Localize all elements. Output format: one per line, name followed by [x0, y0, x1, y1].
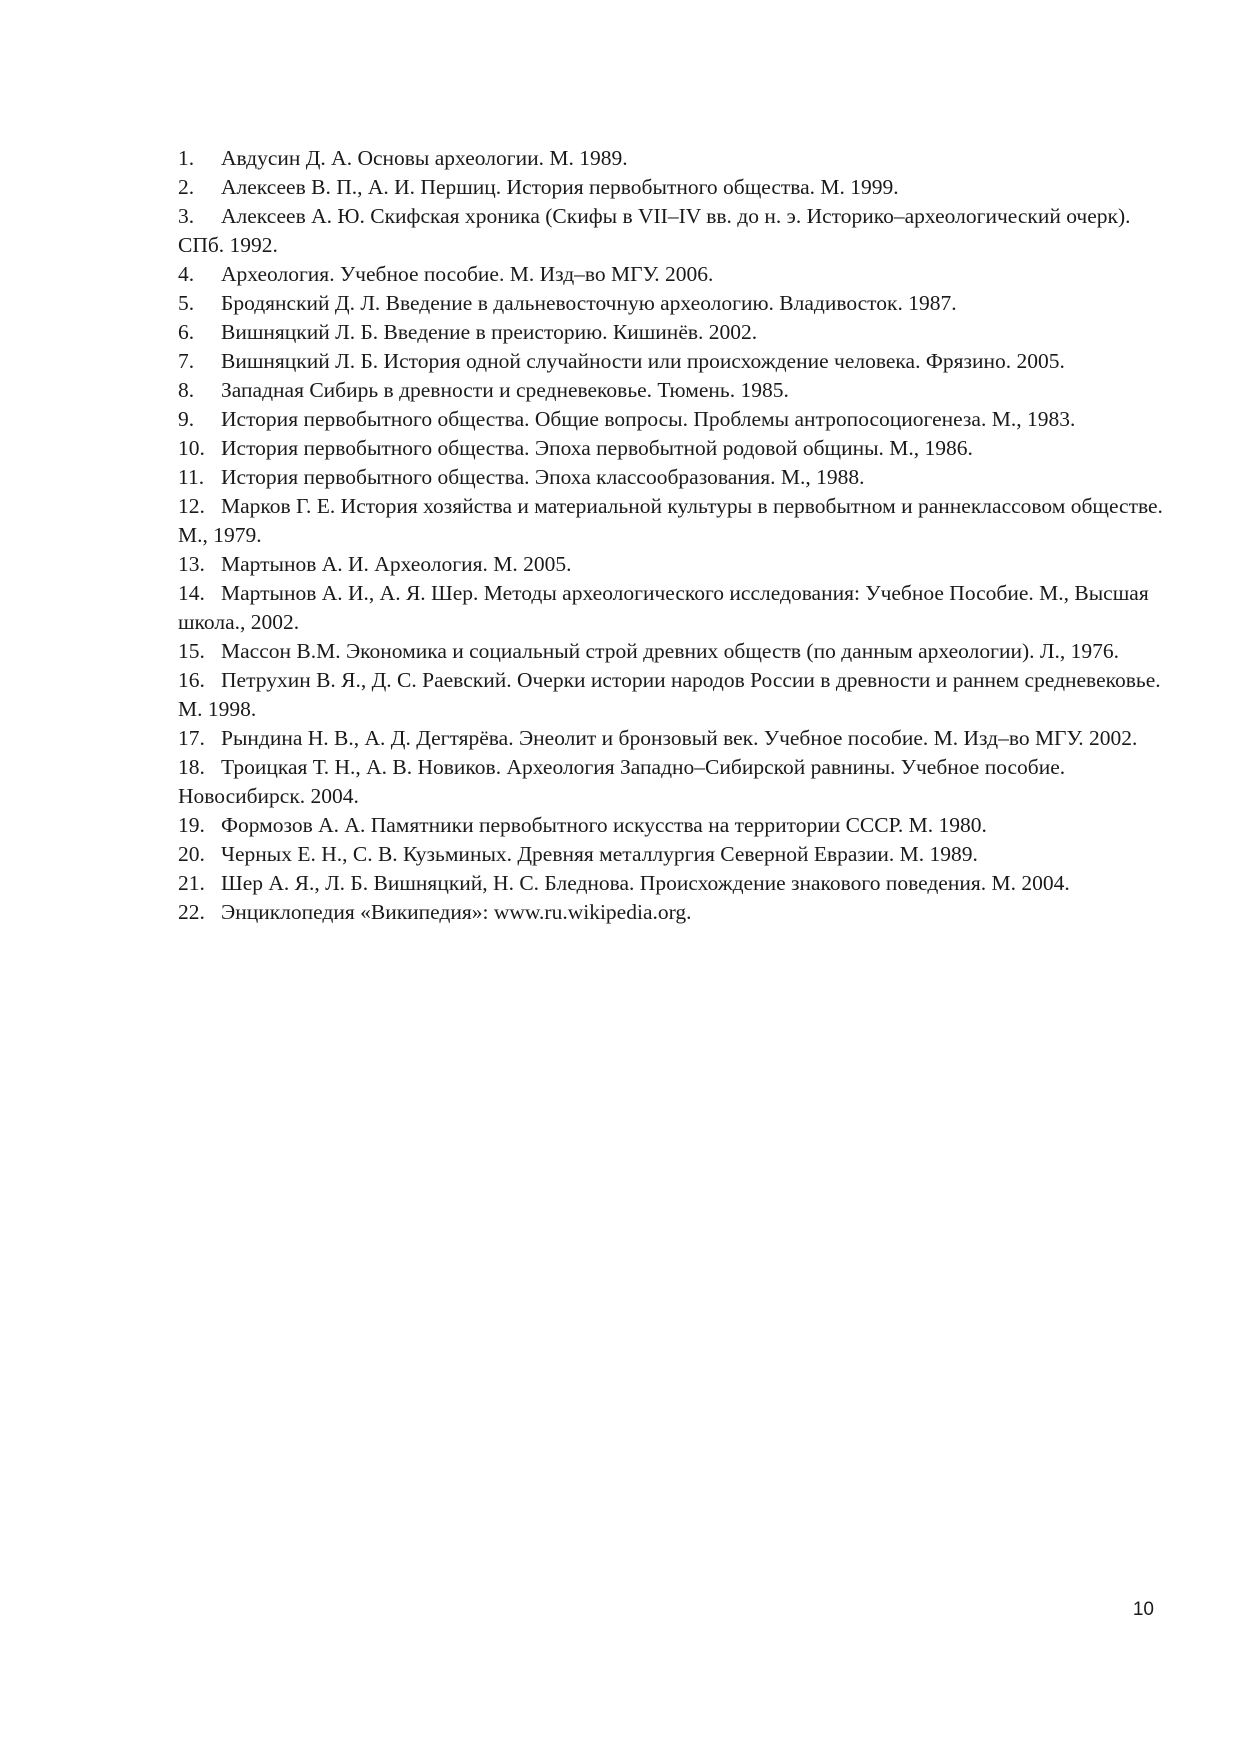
- reference-number: 4.: [178, 262, 195, 286]
- reference-item: [178, 753, 1178, 811]
- reference-text: Авдусин Д. А. Основы археологии. М. 1989.: [221, 146, 628, 170]
- reference-item: [178, 289, 1178, 318]
- reference-number: 14.: [178, 581, 205, 605]
- reference-text: Троицкая Т. Н., А. В. Новиков. Археология Западно–Сибирской равнины. Учебное пособие. Новосибирск. 2004.: [178, 755, 1066, 808]
- reference-text: Марков Г. Е. История хозяйства и материальной культуры в первобытном и раннеклассовом обществе. М., 1979.: [178, 494, 1163, 547]
- reference-text: Археология. Учебное пособие. М. Изд–во МГУ. 2006.: [221, 262, 714, 286]
- reference-text: Вишняцкий Л. Б. Введение в преисторию. Кишинёв. 2002.: [221, 320, 758, 344]
- reference-text: История первобытного общества. Общие вопросы. Проблемы антропосоциогенеза. М., 1983.: [221, 407, 1076, 431]
- reference-number: 17.: [178, 726, 205, 750]
- reference-number: 8.: [178, 378, 195, 402]
- reference-number: 11.: [178, 465, 205, 489]
- reference-number: 15.: [178, 639, 205, 663]
- reference-item: [178, 898, 1178, 927]
- reference-item: [178, 579, 1178, 637]
- reference-number: 13.: [178, 552, 205, 576]
- reference-item: [178, 144, 1178, 173]
- reference-text: Вишняцкий Л. Б. История одной случайности или происхождение человека. Фрязино. 2005.: [221, 349, 1065, 373]
- reference-number: 7.: [178, 349, 195, 373]
- reference-text: Алексеев В. П., А. И. Першиц. История первобытного общества. М. 1999.: [221, 175, 899, 199]
- reference-text: История первобытного общества. Эпоха первобытной родовой общины. М., 1986.: [221, 436, 973, 460]
- reference-item: [178, 666, 1178, 724]
- reference-text: Западная Сибирь в древности и средневековье. Тюмень. 1985.: [221, 378, 789, 402]
- reference-number: 10.: [178, 436, 205, 460]
- reference-item: [178, 318, 1178, 347]
- reference-number: 18.: [178, 755, 205, 779]
- reference-number: 21.: [178, 871, 205, 895]
- reference-item: [178, 492, 1178, 550]
- reference-item: [178, 637, 1178, 666]
- reference-text: Алексеев А. Ю. Скифская хроника (Скифы в VII–IV вв. до н. э. Историко–археологический очерк). СПб. 1992.: [178, 204, 1131, 257]
- reference-text: Бродянский Д. Л. Введение в дальневосточную археологию. Владивосток. 1987.: [221, 291, 957, 315]
- reference-item: [178, 173, 1178, 202]
- reference-number: 16.: [178, 668, 205, 692]
- reference-item: [178, 840, 1178, 869]
- reference-text: Формозов А. А. Памятники первобытного искусства на территории СССР. М. 1980.: [221, 813, 987, 837]
- reference-text: Мартынов А. И. Археология. М. 2005.: [221, 552, 572, 576]
- reference-number: 2.: [178, 175, 195, 199]
- reference-text: Массон В.М. Экономика и социальный строй древних обществ (по данным археологии). Л., 1976.: [221, 639, 1119, 663]
- reference-item: [178, 550, 1178, 579]
- reference-item: [178, 463, 1178, 492]
- reference-text: Петрухин В. Я., Д. С. Раевский. Очерки истории народов России в древности и раннем средневековье. М. 1998.: [178, 668, 1161, 721]
- reference-number: 6.: [178, 320, 195, 344]
- reference-text: Черных Е. Н., С. В. Кузьминых. Древняя металлургия Северной Евразии. М. 1989.: [221, 842, 978, 866]
- reference-text: Энциклопедия «Википедия»: www.ru.wikipedia.org.: [221, 900, 692, 924]
- reference-item: [178, 405, 1178, 434]
- reference-number: 12.: [178, 494, 205, 518]
- reference-item: [178, 869, 1178, 898]
- reference-text: Шер А. Я., Л. Б. Вишняцкий, Н. С. Бледнова. Происхождение знакового поведения. М. 2004.: [221, 871, 1070, 895]
- reference-item: [178, 376, 1178, 405]
- reference-text: Рындина Н. В., А. Д. Дегтярёва. Энеолит и бронзовый век. Учебное пособие. М. Изд–во МГУ. 2002.: [221, 726, 1138, 750]
- reference-text: Мартынов А. И., А. Я. Шер. Методы археологического исследования: Учебное Пособие. М., Высшая школа., 2002.: [178, 581, 1149, 634]
- reference-item: [178, 202, 1178, 260]
- reference-item: [178, 724, 1178, 753]
- reference-number: 19.: [178, 813, 205, 837]
- reference-number: 20.: [178, 842, 205, 866]
- bibliography-list: [178, 144, 1178, 927]
- reference-item: [178, 811, 1178, 840]
- reference-number: 22.: [178, 900, 205, 924]
- reference-item: [178, 347, 1178, 376]
- reference-text: История первобытного общества. Эпоха классообразования. М., 1988.: [221, 465, 865, 489]
- reference-number: 3.: [178, 204, 195, 228]
- reference-item: [178, 434, 1178, 463]
- page-number: 10: [1132, 1599, 1154, 1620]
- reference-item: [178, 260, 1178, 289]
- reference-number: 5.: [178, 291, 195, 315]
- reference-number: 9.: [178, 407, 195, 431]
- reference-number: 1.: [178, 146, 195, 170]
